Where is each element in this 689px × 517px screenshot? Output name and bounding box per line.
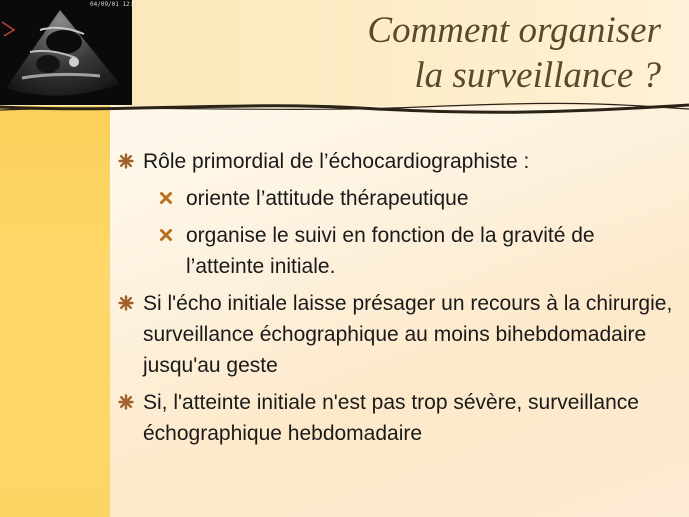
slide-title: [367, 8, 661, 98]
asterisk-star-icon: [118, 153, 134, 169]
list-item: [114, 183, 674, 214]
list-item-text: oriente l’attitude thérapeutique: [186, 187, 469, 210]
list-item: [114, 146, 674, 177]
list-item-text: Si l'écho initiale laisse présager un recours à la chirurgie, surveillance échographique au moins bihebdomadaire jusqu'au geste: [143, 292, 673, 377]
title-divider-line: [0, 101, 689, 115]
cross-x-icon: [159, 191, 173, 205]
asterisk-star-icon: [118, 295, 134, 311]
list-item-text: organise le suivi en fonction de la gravité de l’atteinte initiale.: [186, 224, 595, 278]
echocardiography-image: [0, 0, 137, 105]
title-line-1: Comment organiser: [367, 10, 661, 51]
list-item-text: Rôle primordial de l’échocardiographiste :: [143, 150, 530, 173]
bullet-list: [114, 146, 674, 455]
list-item-text: Si, l'atteinte initiale n'est pas trop sévère, surveillance échographique hebdomadaire: [143, 391, 639, 445]
cross-x-icon: [159, 228, 173, 242]
list-item: [114, 220, 674, 282]
title-line-2: la surveillance ?: [414, 55, 661, 96]
asterisk-star-icon: [118, 394, 134, 410]
list-item: [114, 288, 674, 381]
left-accent-band: [0, 106, 110, 517]
list-item: [114, 387, 674, 449]
image-timestamp: 04/09/01 12:3: [90, 1, 137, 8]
